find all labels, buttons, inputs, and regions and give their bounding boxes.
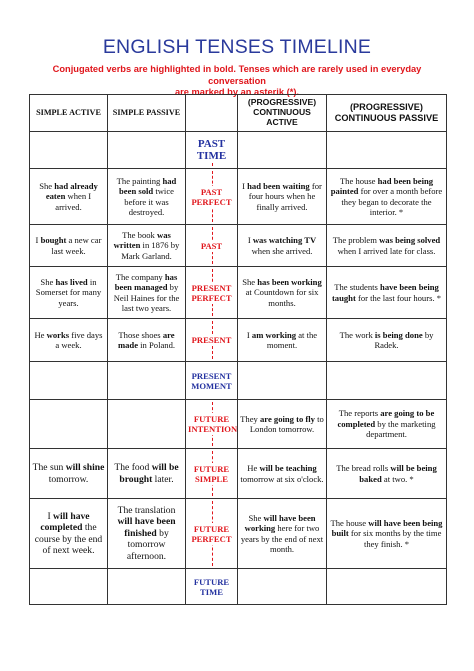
cell-presentperfect-simple-active: She has lived in Somerset for many years. <box>30 267 108 319</box>
timeline-present-moment <box>186 362 238 400</box>
timeline-label: TIME <box>200 586 223 597</box>
cell-empty <box>327 362 447 400</box>
cell-past-progressive-active: I was watching TV when she arrived. <box>238 225 327 267</box>
cell-present-progressive-active: I am working at the moment. <box>238 319 327 362</box>
header-progressive-passive <box>327 95 447 132</box>
cell-present-progressive-passive: The work is being done by Radek. <box>327 319 447 362</box>
cell-futureintention-progressive-active: They are going to fly to London tomorrow. <box>238 400 327 449</box>
cell-empty <box>30 400 108 449</box>
row-future-time <box>30 569 447 605</box>
header-simple-active: SIMPLE ACTIVE <box>30 95 108 132</box>
cell-past-progressive-passive: The problem was being solved when I arrived late for class. <box>327 225 447 267</box>
row-present-perfect <box>30 267 447 319</box>
timeline-future-simple <box>186 449 238 499</box>
timeline-label: SIMPLE <box>195 473 228 484</box>
timeline-past: PAST <box>186 225 238 267</box>
cell-empty <box>238 569 327 605</box>
row-past <box>30 225 447 267</box>
cell-empty <box>108 400 186 449</box>
cell-futureperfect-simple-active: I will have completed the course by the end of next week. <box>30 499 108 569</box>
cell-empty <box>30 362 108 400</box>
header-simple-passive: SIMPLE PASSIVE <box>108 95 186 132</box>
timeline-label: PAST <box>200 186 223 197</box>
tenses-table <box>29 94 447 605</box>
header-pa-line-3: ACTIVE <box>266 116 298 127</box>
cell-empty <box>238 132 327 169</box>
row-future-simple <box>30 449 447 499</box>
cell-empty <box>327 569 447 605</box>
timeline-label: PERFECT <box>191 533 232 544</box>
page-title: ENGLISH TENSES TIMELINE <box>102 36 372 58</box>
timeline-label: PERFECT <box>191 292 232 303</box>
cell-past-simple-active: I bought a new car last week. <box>30 225 108 267</box>
cell-futureperfect-progressive-passive: The house will have been being built for six months by the time they finish. * <box>327 499 447 569</box>
cell-present-simple-passive: Those shoes are made in Poland. <box>108 319 186 362</box>
cell-empty <box>30 569 108 605</box>
row-future-intention <box>30 400 447 449</box>
cell-presentperfect-simple-passive: The company has been managed by Neil Haines for the last two years. <box>108 267 186 319</box>
timeline-label: PAST <box>197 138 226 150</box>
cell-empty <box>108 132 186 169</box>
timeline-label: INTENTION <box>188 424 238 434</box>
timeline-label: PRESENT <box>191 370 232 381</box>
header-progressive-active <box>238 95 327 132</box>
timeline-label: MOMENT <box>191 380 232 391</box>
timeline-future-time <box>186 569 238 605</box>
header-pp-line-2: CONTINUOUS PASSIVE <box>334 113 439 123</box>
timeline-present: PRESENT <box>186 319 238 362</box>
header-row <box>30 95 447 132</box>
cell-pastperfect-progressive-active: I had been waiting for four hours when he finally arrived. <box>238 169 327 225</box>
timeline-label: PERFECT <box>191 196 232 207</box>
cell-futuresimple-progressive-active: He will be teaching tomorrow at six o'clock. <box>238 449 327 499</box>
timeline-future-intention <box>186 400 238 449</box>
cell-futureperfect-simple-passive: The translation will have been finished by tomorrow afternoon. <box>108 499 186 569</box>
cell-pastperfect-simple-passive: The painting had been sold twice before it was destroyed. <box>108 169 186 225</box>
timeline-label: FUTURE <box>193 576 230 587</box>
cell-empty <box>108 362 186 400</box>
timeline-label: FUTURE <box>193 523 230 534</box>
timeline-past-time <box>186 132 238 169</box>
timeline-past-perfect <box>186 169 238 225</box>
timeline-present-perfect <box>186 267 238 319</box>
timeline-label: FUTURE <box>193 414 230 424</box>
timeline-label: TIME <box>196 150 227 162</box>
cell-pastperfect-progressive-passive: The house had been being painted for over a month before they began to decorate the interior. * <box>327 169 447 225</box>
cell-pastperfect-simple-active: She had already eaten when I arrived. <box>30 169 108 225</box>
cell-presentperfect-progressive-active: She has been working at Countdown for six months. <box>238 267 327 319</box>
header-timeline <box>186 95 238 132</box>
cell-present-simple-active: He works five days a week. <box>30 319 108 362</box>
cell-empty <box>108 569 186 605</box>
cell-futureintention-progressive-passive: The reports are going to be completed by the marketing department. <box>327 400 447 449</box>
cell-past-simple-passive: The book was written in 1876 by Mark Garland. <box>108 225 186 267</box>
header-pa-line-2: CONTINUOUS <box>253 107 311 118</box>
header-pa-line-1: (PROGRESSIVE) <box>247 97 317 108</box>
cell-futureperfect-progressive-active: She will have been working here for two years by the end of next month. <box>238 499 327 569</box>
cell-futuresimple-progressive-passive: The bread rolls will be being baked at two. * <box>327 449 447 499</box>
subtitle-line-1: Conjugated verbs are highlighted in bold. Tenses which are rarely used in everyday conversation <box>52 64 422 86</box>
header-pp-line-1: (PROGRESSIVE) <box>349 102 423 112</box>
cell-futuresimple-simple-passive: The food will be brought later. <box>108 449 186 499</box>
cell-futuresimple-simple-active: The sun will shine tomorrow. <box>30 449 108 499</box>
timeline-label: PRESENT <box>191 282 232 293</box>
cell-empty <box>30 132 108 169</box>
row-present <box>30 319 447 362</box>
timeline-future-perfect <box>186 499 238 569</box>
timeline-label: FUTURE <box>193 463 230 474</box>
cell-presentperfect-progressive-passive: The students have been being taught for the last four hours. * <box>327 267 447 319</box>
cell-empty <box>327 132 447 169</box>
row-future-perfect <box>30 499 447 569</box>
row-present-moment <box>30 362 447 400</box>
subtitle-line-2: are marked by an asterik (*). <box>174 87 300 97</box>
row-past-time <box>30 132 447 169</box>
row-past-perfect <box>30 169 447 225</box>
cell-empty <box>238 362 327 400</box>
